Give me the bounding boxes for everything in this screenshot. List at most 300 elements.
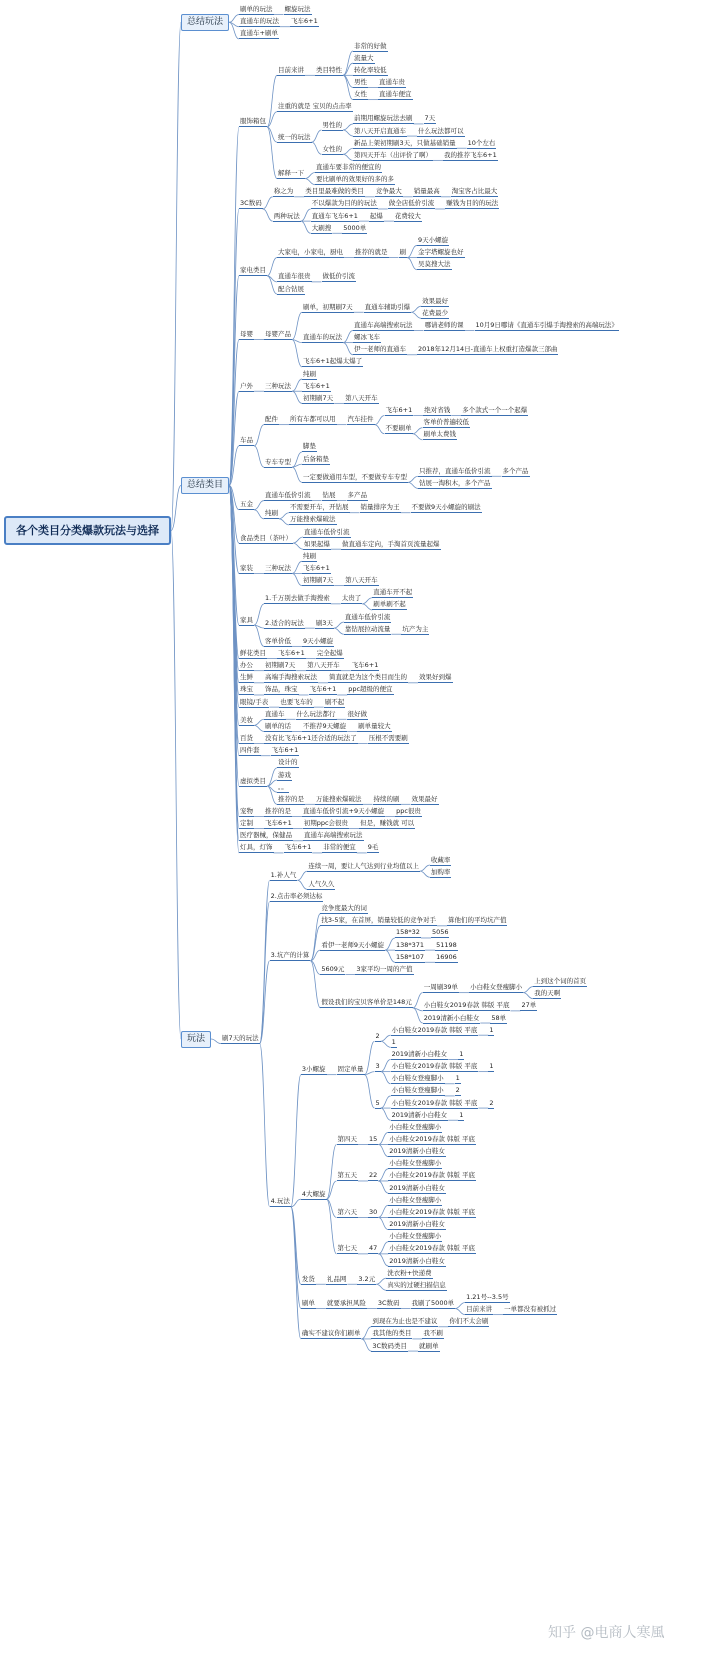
leaf-node[interactable]: 纯刷	[303, 551, 317, 560]
branch-node[interactable]: 小白鞋女登瘦脚小	[391, 1086, 444, 1095]
leaf-node[interactable]: 1	[459, 1049, 464, 1058]
branch-node[interactable]: 美妆	[240, 715, 254, 724]
connector-line	[267, 258, 277, 276]
branch-node[interactable]: 鲜花类目	[240, 649, 267, 658]
connector-line	[334, 622, 344, 628]
branch-node[interactable]: 158*107	[396, 952, 425, 961]
branch-node[interactable]: 直通车的玩法	[303, 333, 343, 342]
branch-node[interactable]: 小白鞋女2019春款 韩版 平底	[391, 1062, 478, 1071]
leaf-node[interactable]: 吴莫搜大法	[418, 260, 451, 269]
leaf-node[interactable]: 第八天开车	[345, 393, 378, 402]
root-topic[interactable]: 各个类目分类爆款玩法与选择	[4, 516, 171, 545]
leaf-node[interactable]: 花费最少	[422, 308, 449, 317]
leaf-node[interactable]: 2019清新小白鞋女	[389, 1256, 445, 1265]
leaf-node[interactable]: 花费较大	[394, 211, 421, 220]
branch-node[interactable]: 3C数码	[240, 199, 262, 208]
branch-node[interactable]: 统一的玩法	[278, 132, 311, 141]
branch-node[interactable]: 3	[375, 1062, 380, 1071]
leaf-node[interactable]: 做低价引流	[322, 272, 356, 281]
connector-line	[385, 950, 395, 962]
branch-node[interactable]: 户外	[240, 381, 254, 390]
branch-node[interactable]: 大刷搜	[311, 223, 332, 232]
branch-node[interactable]: 小白鞋女登瘦脚小	[391, 1074, 444, 1083]
branch-node[interactable]: 刷单的玩法	[240, 5, 273, 14]
connector-line	[455, 1302, 465, 1308]
section-topic[interactable]: 总结类目	[181, 477, 229, 494]
branch-node[interactable]: 直通车的玩法	[240, 17, 280, 26]
leaf-node[interactable]: 5056	[431, 928, 449, 937]
branch-node[interactable]: 158*32	[396, 928, 420, 937]
leaf-node[interactable]: 做直通车定向，手淘首页流量起爆	[342, 539, 440, 548]
branch-node[interactable]: 刷单，初期刷7天	[303, 302, 353, 311]
branch-node[interactable]: 4.玩法	[270, 1197, 290, 1206]
branch-node[interactable]: 简直就是为这个类目而生的	[329, 673, 408, 682]
leaf-node[interactable]: 第八天开车	[345, 576, 378, 585]
leaf-node[interactable]: 9天小螺旋	[303, 636, 334, 645]
leaf-node[interactable]: 转化率较低	[354, 65, 387, 74]
leaf-node[interactable]: 2.点击率必须达标	[270, 892, 323, 901]
branch-node[interactable]: 母婴	[240, 330, 254, 339]
watermark: 知乎 @电商人寒風	[548, 1625, 665, 1641]
leaf-node[interactable]: 不要做9天小螺旋的刷法	[411, 503, 481, 512]
leaf-node[interactable]: 10个左右	[467, 138, 496, 147]
branch-node[interactable]: 3C数码类目	[372, 1341, 408, 1350]
leaf-node[interactable]: 很好做	[347, 709, 368, 718]
leaf-node[interactable]: 飞车6+1	[303, 563, 330, 572]
branch-node[interactable]: 小白鞋女登瘦脚小	[470, 983, 523, 992]
connector-line	[362, 604, 372, 610]
branch-node[interactable]: 飞车6+1	[265, 819, 292, 828]
branch-node[interactable]: 固定单量	[337, 1065, 364, 1074]
branch-node[interactable]: 哪请老师的课	[424, 320, 464, 329]
branch-node[interactable]: 第五天	[337, 1171, 357, 1180]
branch-node[interactable]: 推荐的是	[265, 806, 292, 815]
branch-node[interactable]: 不以爆款为目的的玩法	[311, 199, 377, 208]
leaf-node[interactable]: 小白鞋女2019春款 韩版 平底	[389, 1244, 475, 1253]
leaf-node[interactable]: 2019清新小白鞋女	[389, 1183, 445, 1192]
leaf-node[interactable]: 刷单刷不起	[373, 600, 406, 609]
branch-node[interactable]: 47	[369, 1244, 378, 1253]
branch-node[interactable]: 初期刷7天	[303, 576, 334, 585]
branch-node[interactable]: 高端手淘搜索玩法	[265, 673, 318, 682]
branch-node[interactable]: 第四天开车（出评价了啊）	[354, 150, 433, 159]
branch-node[interactable]: 百货	[240, 734, 254, 743]
leaf-node[interactable]: 27单	[521, 1001, 537, 1010]
branch-node[interactable]: 138*371	[396, 940, 425, 949]
branch-node[interactable]: 2	[375, 1031, 380, 1040]
branch-node[interactable]: 30	[369, 1207, 378, 1216]
branch-node[interactable]: 没有比飞车6+1还合适的玩法了	[265, 734, 357, 743]
branch-node[interactable]: 生鲜	[240, 673, 254, 682]
leaf-node[interactable]: 配合钻展	[278, 284, 305, 293]
leaf-node[interactable]: 1	[459, 1110, 464, 1119]
leaf-node[interactable]: 2	[489, 1098, 494, 1107]
branch-node[interactable]: 小白鞋女2019春款 韩版 平底	[391, 1098, 478, 1107]
branch-node[interactable]: 眼镜/手表	[240, 697, 269, 706]
branch-node[interactable]: 男性的	[322, 120, 343, 129]
leaf-node[interactable]: 算他们的平均坑产值	[447, 916, 507, 925]
connector-line	[413, 434, 423, 440]
leaf-node[interactable]: 1	[391, 1037, 396, 1046]
branch-node[interactable]: 3.坑产的计算	[270, 951, 310, 960]
branch-node[interactable]: 初期刷7天	[265, 661, 296, 670]
branch-node[interactable]: 服饰箱包	[240, 117, 267, 126]
branch-node[interactable]: 第七天	[337, 1244, 357, 1253]
branch-node[interactable]: 刷7天的玩法	[222, 1034, 259, 1043]
connector-line	[361, 1327, 371, 1339]
branch-node[interactable]: 飞车6+1	[385, 406, 413, 415]
leaf-node[interactable]: 小白鞋女2019春款 韩版 平底	[389, 1135, 475, 1144]
branch-node[interactable]: 飞车6+1	[309, 685, 337, 694]
leaf-node[interactable]: ppc超级的便宜	[348, 685, 393, 694]
branch-node[interactable]: 母婴产品	[265, 330, 292, 339]
branch-node[interactable]: 称之为	[273, 187, 294, 196]
leaf-node[interactable]: 万能搜索爆破法	[290, 515, 336, 524]
branch-node[interactable]: 前期用螺旋玩法去刷	[354, 114, 413, 123]
branch-node[interactable]: 我刷了5000单	[411, 1299, 455, 1308]
leaf-node[interactable]: 直通车开不起	[373, 588, 413, 597]
branch-node[interactable]: 车品	[240, 436, 254, 445]
leaf-node[interactable]: 赚钱为目的的玩法	[446, 199, 499, 208]
leaf-node[interactable]: 螺旋玩法	[284, 5, 311, 14]
branch-node[interactable]: 配件	[265, 415, 279, 424]
branch-node[interactable]: 大家电，小家电，厨电	[278, 248, 344, 257]
leaf-node[interactable]: 我不刷	[423, 1329, 443, 1338]
leaf-node[interactable]: 51198	[436, 940, 457, 949]
branch-node[interactable]: 5609元	[321, 964, 345, 973]
branch-node[interactable]: 礼品网	[326, 1274, 347, 1283]
branch-node[interactable]: 飞车6+1	[278, 649, 305, 658]
branch-node[interactable]: 家具	[240, 615, 254, 624]
leaf-node[interactable]: 客单价普遍较低	[423, 418, 470, 427]
branch-node[interactable]: 第八天开启直通车	[354, 126, 407, 135]
branch-node[interactable]: 2.适合的玩法	[265, 618, 304, 627]
branch-node[interactable]: 小白鞋女2019春款 韩版 平底	[423, 1001, 510, 1010]
leaf-node[interactable]: 1	[455, 1074, 460, 1083]
branch-node[interactable]: 三种玩法	[265, 381, 292, 390]
leaf-node[interactable]: 多个款式一个一个起爆	[462, 406, 528, 415]
leaf-node[interactable]: 飞车6+1	[271, 746, 299, 755]
branch-node[interactable]: 客单价低	[265, 636, 292, 645]
leaf-node[interactable]: 小白鞋女登瘦脚小	[389, 1232, 442, 1241]
branch-node[interactable]: 1.补人气	[270, 870, 297, 879]
branch-node[interactable]: 到现在为止也是不建议	[372, 1317, 438, 1326]
connector-line	[292, 452, 302, 467]
leaf-node[interactable]: 3家平均一周的产值	[356, 964, 413, 973]
branch-node[interactable]: 连续一周，要让人气达到行业均值以上	[308, 861, 419, 870]
branch-node[interactable]: 一定要做通用车型，不要做专车专型	[303, 472, 408, 481]
connector-line	[312, 130, 322, 142]
leaf-node[interactable]: 直通车低价引流	[344, 612, 391, 621]
leaf-node[interactable]: 钻展一淘积木，多个产品	[419, 478, 491, 487]
branch-node[interactable]: 不要刷单	[385, 424, 412, 433]
branch-node[interactable]: 食品类目（茶叶）	[240, 533, 293, 542]
leaf-node[interactable]: 我的推荐飞车6+1	[444, 150, 497, 159]
branch-node[interactable]: 珠宝	[240, 685, 254, 694]
branch-node[interactable]: 不推荐9天螺旋	[303, 721, 347, 730]
branch-node[interactable]: 女性的	[322, 144, 343, 153]
branch-node[interactable]: 刷3天	[315, 618, 333, 627]
branch-node[interactable]: 只推荐，直通车低价引流	[419, 466, 491, 475]
branch-node[interactable]: 3小螺旋	[301, 1065, 326, 1074]
branch-node[interactable]: 目前来讲	[278, 65, 305, 74]
leaf-node[interactable]: 刷不起	[324, 697, 345, 706]
branch-node[interactable]: 也要飞车的	[280, 697, 313, 706]
leaf-node[interactable]: 我的天啊	[534, 989, 561, 998]
leaf-node[interactable]: 小白鞋女2019春款 韩版 平底	[389, 1207, 475, 1216]
leaf-node[interactable]: 压根不需要刷	[368, 734, 408, 743]
leaf-node[interactable]: 1.21号--3.5号	[466, 1292, 509, 1301]
branch-node[interactable]: 看伊一老师9天小螺旋	[321, 940, 384, 949]
branch-node[interactable]: 太贵了	[341, 594, 362, 603]
leaf-node[interactable]: 后备箱垫	[303, 454, 330, 463]
leaf-node[interactable]: 但是，赚钱就 可以	[360, 819, 415, 828]
branch-node[interactable]: 发货	[301, 1274, 315, 1283]
branch-node[interactable]: 4大螺旋	[301, 1189, 326, 1198]
branch-node[interactable]: 办公	[240, 661, 254, 670]
leaf-node[interactable]: 刷单量较大	[358, 721, 391, 730]
connector-line	[263, 209, 273, 221]
branch-node[interactable]: 解释一下	[278, 169, 305, 178]
connector-line	[254, 501, 264, 510]
branch-node[interactable]: 两种玩法	[273, 211, 300, 220]
branch-node[interactable]: 三种玩法	[265, 563, 292, 572]
branch-node[interactable]: 竞争最大	[375, 187, 402, 196]
leaf-node[interactable]: 飞车6+1	[303, 381, 330, 390]
branch-node[interactable]: 不需要开车，开钻展	[290, 503, 349, 512]
section-topic[interactable]: 总结玩法	[181, 14, 229, 31]
branch-node[interactable]: 伊一老师的直通车	[354, 345, 407, 354]
branch-node[interactable]: 确实不建议你们刷单	[301, 1329, 361, 1338]
leaf-node[interactable]: 脚垫	[303, 442, 317, 451]
leaf-node[interactable]: 2019清新小白鞋女	[389, 1220, 445, 1229]
connector-line	[381, 1108, 391, 1120]
connector-line	[254, 425, 264, 446]
leaf-node[interactable]: 直通车高端搜索玩法	[304, 831, 363, 840]
branch-node[interactable]: 五金	[240, 500, 254, 509]
leaf-node[interactable]: 9天小螺旋	[418, 235, 449, 244]
leaf-node[interactable]: 收藏率	[430, 855, 451, 864]
leaf-node[interactable]: 2	[455, 1086, 460, 1095]
branch-node[interactable]: 饰品，珠宝	[265, 685, 298, 694]
branch-node[interactable]: 2019清新小白鞋女	[423, 1013, 480, 1022]
connector-line	[361, 1339, 371, 1351]
leaf-node[interactable]: ppc很贵	[396, 806, 421, 815]
branch-node[interactable]: 起爆	[369, 211, 383, 220]
branch-node[interactable]: 男性	[354, 77, 368, 86]
leaf-node[interactable]: 9毛	[367, 843, 379, 852]
leaf-node[interactable]: 小白鞋女登瘦脚小	[389, 1159, 442, 1168]
branch-node[interactable]: 3C数码	[377, 1299, 400, 1308]
branch-node[interactable]: 刷单	[301, 1299, 315, 1308]
branch-node[interactable]: 第八天开车	[307, 661, 340, 670]
leaf-node[interactable]: 直通车便宜	[379, 90, 412, 99]
branch-node[interactable]: 类目里最难做的类目	[305, 187, 364, 196]
leaf-node[interactable]: 完全起爆	[316, 649, 343, 658]
branch-node[interactable]: 虚拟类目	[240, 776, 267, 785]
leaf-node[interactable]: 。。	[278, 782, 288, 791]
branch-node[interactable]: 1.千万别去做手淘搜索	[265, 594, 330, 603]
leaf-node[interactable]: 设计的	[278, 758, 298, 767]
branch-node[interactable]: 就要承担风险	[326, 1299, 366, 1308]
connector-line	[378, 1132, 388, 1144]
leaf-node[interactable]: 人气久久	[308, 879, 335, 888]
leaf-node[interactable]: 流量大	[354, 53, 374, 62]
branch-node[interactable]: 直通车	[265, 709, 285, 718]
branch-node[interactable]: 定制	[240, 819, 254, 828]
leaf-node[interactable]: 多个产品	[502, 466, 529, 475]
branch-node[interactable]: 初期ppc会很贵	[303, 819, 349, 828]
leaf-node[interactable]: 飞车6+1	[351, 661, 379, 670]
branch-node[interactable]: 小白鞋女2019春款 韩版 平底	[391, 1025, 478, 1034]
branch-node[interactable]: 推荐的就是	[355, 248, 388, 257]
branch-node[interactable]: 靠钻展拉动流量	[344, 624, 391, 633]
connector-line	[305, 173, 315, 179]
leaf-node[interactable]: 直通车+刷单	[240, 29, 278, 38]
connector-line	[407, 258, 417, 270]
leaf-node[interactable]: 飞车6+1起爆太爆了	[303, 357, 363, 366]
branch-node[interactable]: 直通车低价引流	[265, 491, 311, 500]
branch-node[interactable]: 钻展	[322, 491, 336, 500]
branch-node[interactable]: 所有车都可以用	[290, 415, 336, 424]
branch-node[interactable]: 直通车很贵	[278, 272, 311, 281]
leaf-node[interactable]: 5000单	[343, 223, 367, 232]
branch-node[interactable]: 什么玩法都行	[296, 709, 336, 718]
branch-node[interactable]: 飞车6+1	[284, 843, 312, 852]
connector-line	[381, 1059, 391, 1071]
leaf-node[interactable]: 洗衣粉+快递费	[387, 1268, 432, 1277]
branch-node[interactable]: 如果起爆	[304, 539, 331, 548]
branch-node[interactable]: 做全店低价引流	[388, 199, 435, 208]
branch-node[interactable]: 第四天	[337, 1135, 357, 1144]
branch-node[interactable]: 销量排序为王	[360, 503, 400, 512]
branch-node[interactable]: 纯刷	[265, 509, 279, 518]
connector-line	[291, 1075, 301, 1207]
branch-node[interactable]: 2019清新小白鞋女	[391, 1049, 448, 1058]
leaf-node[interactable]: 小白鞋女2019春款 韩版 平底	[389, 1171, 475, 1180]
branch-node[interactable]: 15	[369, 1135, 378, 1144]
leaf-node[interactable]: 小白鞋女登瘦脚小	[389, 1122, 442, 1131]
leaf-node[interactable]: 16906	[436, 952, 457, 961]
connector-line	[413, 993, 423, 1008]
leaf-node[interactable]: 一单都没有被抓过	[504, 1305, 557, 1314]
leaf-node[interactable]: 直通车低价引流	[304, 527, 350, 536]
branch-node[interactable]: 目前来讲	[466, 1305, 493, 1314]
leaf-node[interactable]: 注重的就是 宝贝的点击率	[278, 102, 352, 111]
branch-node[interactable]: 持续的刷	[373, 794, 400, 803]
leaf-node[interactable]: 淘宝客占比最大	[451, 187, 498, 196]
branch-node[interactable]: 刷	[399, 248, 407, 257]
branch-node[interactable]: 万能搜索爆破法	[316, 794, 362, 803]
branch-node[interactable]: 直通车高端搜索玩法	[354, 320, 413, 329]
leaf-node[interactable]: 非常的好做	[354, 41, 387, 50]
connector-line	[254, 446, 264, 467]
branch-node[interactable]: 新品上架初期刷3天，只做基础销量	[354, 138, 456, 147]
branch-node[interactable]: 家装	[240, 563, 254, 572]
leaf-node[interactable]: 上到这个词的首页	[534, 977, 587, 986]
leaf-node[interactable]: 金字塔螺旋也好	[418, 248, 464, 257]
leaf-node[interactable]: 多产品	[347, 491, 368, 500]
branch-node[interactable]: 推荐的是	[278, 794, 305, 803]
leaf-node[interactable]: 7天	[424, 114, 436, 123]
branch-node[interactable]: 刷单的话	[265, 721, 292, 730]
branch-node[interactable]: 22	[369, 1171, 378, 1180]
leaf-node[interactable]: 1	[489, 1062, 494, 1071]
branch-node[interactable]: 一周刷39单	[423, 983, 459, 992]
leaf-node[interactable]: 效果最好	[422, 296, 449, 305]
branch-node[interactable]: 直通车低价引流+9天小螺旋	[303, 806, 385, 815]
leaf-node[interactable]: 要比刷单的效果好的多的多	[316, 175, 395, 184]
leaf-node[interactable]: 真实的过硬扫描信息	[387, 1280, 446, 1289]
branch-node[interactable]: 第六天	[337, 1207, 357, 1216]
branch-node[interactable]: 女性	[354, 90, 368, 99]
leaf-node[interactable]: 10月9日哪请《直通车引爆手淘搜索的高端玩法》	[475, 320, 618, 329]
leaf-node[interactable]: 效果最好	[411, 794, 438, 803]
section-topic[interactable]: 玩法	[181, 1031, 211, 1048]
leaf-node[interactable]: 2018年12月14日-直通车上权重打造爆款三部曲	[418, 345, 558, 354]
connector-line	[376, 1278, 386, 1284]
leaf-node[interactable]: 什么玩法都可以	[418, 126, 464, 135]
connector-line	[378, 1181, 388, 1193]
branch-node[interactable]: 找3-5家，在首屏，销量较低的竞争对手	[321, 916, 436, 925]
branch-node[interactable]: 家电类目	[240, 266, 267, 275]
branch-node[interactable]: 汽车挂件	[347, 415, 374, 424]
connector-line	[301, 221, 311, 233]
branch-node[interactable]: 我其他的类目	[372, 1329, 412, 1338]
branch-node[interactable]: 销量最高	[413, 187, 440, 196]
connector-line	[408, 482, 418, 488]
branch-node[interactable]: 3.2元	[358, 1274, 376, 1283]
leaf-node[interactable]: 直通车要非常的便宜的	[316, 163, 382, 172]
leaf-node[interactable]: 小白鞋女登瘦脚小	[389, 1195, 442, 1204]
leaf-node[interactable]: 你们不太会刷	[449, 1317, 489, 1326]
connector-line	[362, 598, 372, 604]
branch-node[interactable]: 绝对省钱	[424, 406, 451, 415]
branch-node[interactable]: 类目特性	[316, 65, 343, 74]
connector-line	[292, 312, 302, 339]
leaf-node[interactable]: 加购率	[430, 867, 451, 876]
branch-node[interactable]: 直通车辅助引爆	[364, 302, 411, 311]
branch-node[interactable]: 初期刷7天	[303, 393, 334, 402]
leaf-node[interactable]: 纯刷	[303, 369, 317, 378]
branch-node[interactable]: 灯具，灯饰	[240, 843, 273, 852]
leaf-node[interactable]: 2019清新小白鞋女	[389, 1147, 445, 1156]
branch-node[interactable]: 直通车飞车6+1	[311, 211, 358, 220]
leaf-node[interactable]: 效果好到爆	[419, 673, 452, 682]
branch-node[interactable]: 医疗器械，保健品	[240, 831, 293, 840]
leaf-node[interactable]: 直通车贵	[379, 77, 406, 86]
leaf-node[interactable]: 飞车6+1	[291, 17, 318, 26]
branch-node[interactable]: 四件套	[240, 746, 260, 755]
branch-node[interactable]: 5	[375, 1098, 380, 1107]
leaf-node[interactable]: 就刷单	[419, 1341, 439, 1350]
leaf-node[interactable]: 坑产为主	[402, 624, 429, 633]
branch-node[interactable]: 专车专型	[265, 457, 292, 466]
branch-node[interactable]: 宠物	[240, 806, 254, 815]
leaf-node[interactable]: 竞争度最大的词	[321, 904, 367, 913]
leaf-node[interactable]: 1	[489, 1025, 494, 1034]
connector-line	[381, 1035, 391, 1041]
connector-line	[260, 902, 270, 1044]
branch-node[interactable]: 2019清新小白鞋女	[391, 1110, 448, 1119]
leaf-node[interactable]: 刷单太费钱	[423, 430, 457, 439]
branch-node[interactable]: 假设我们的宝贝客单价是148元	[321, 998, 412, 1007]
leaf-node[interactable]: 游戏	[278, 770, 292, 779]
leaf-node[interactable]: 螺冰飞车	[354, 333, 381, 342]
branch-node[interactable]: 非常的便宜	[323, 843, 356, 852]
connector-line	[211, 1039, 221, 1044]
leaf-node[interactable]: 58单	[491, 1013, 507, 1022]
